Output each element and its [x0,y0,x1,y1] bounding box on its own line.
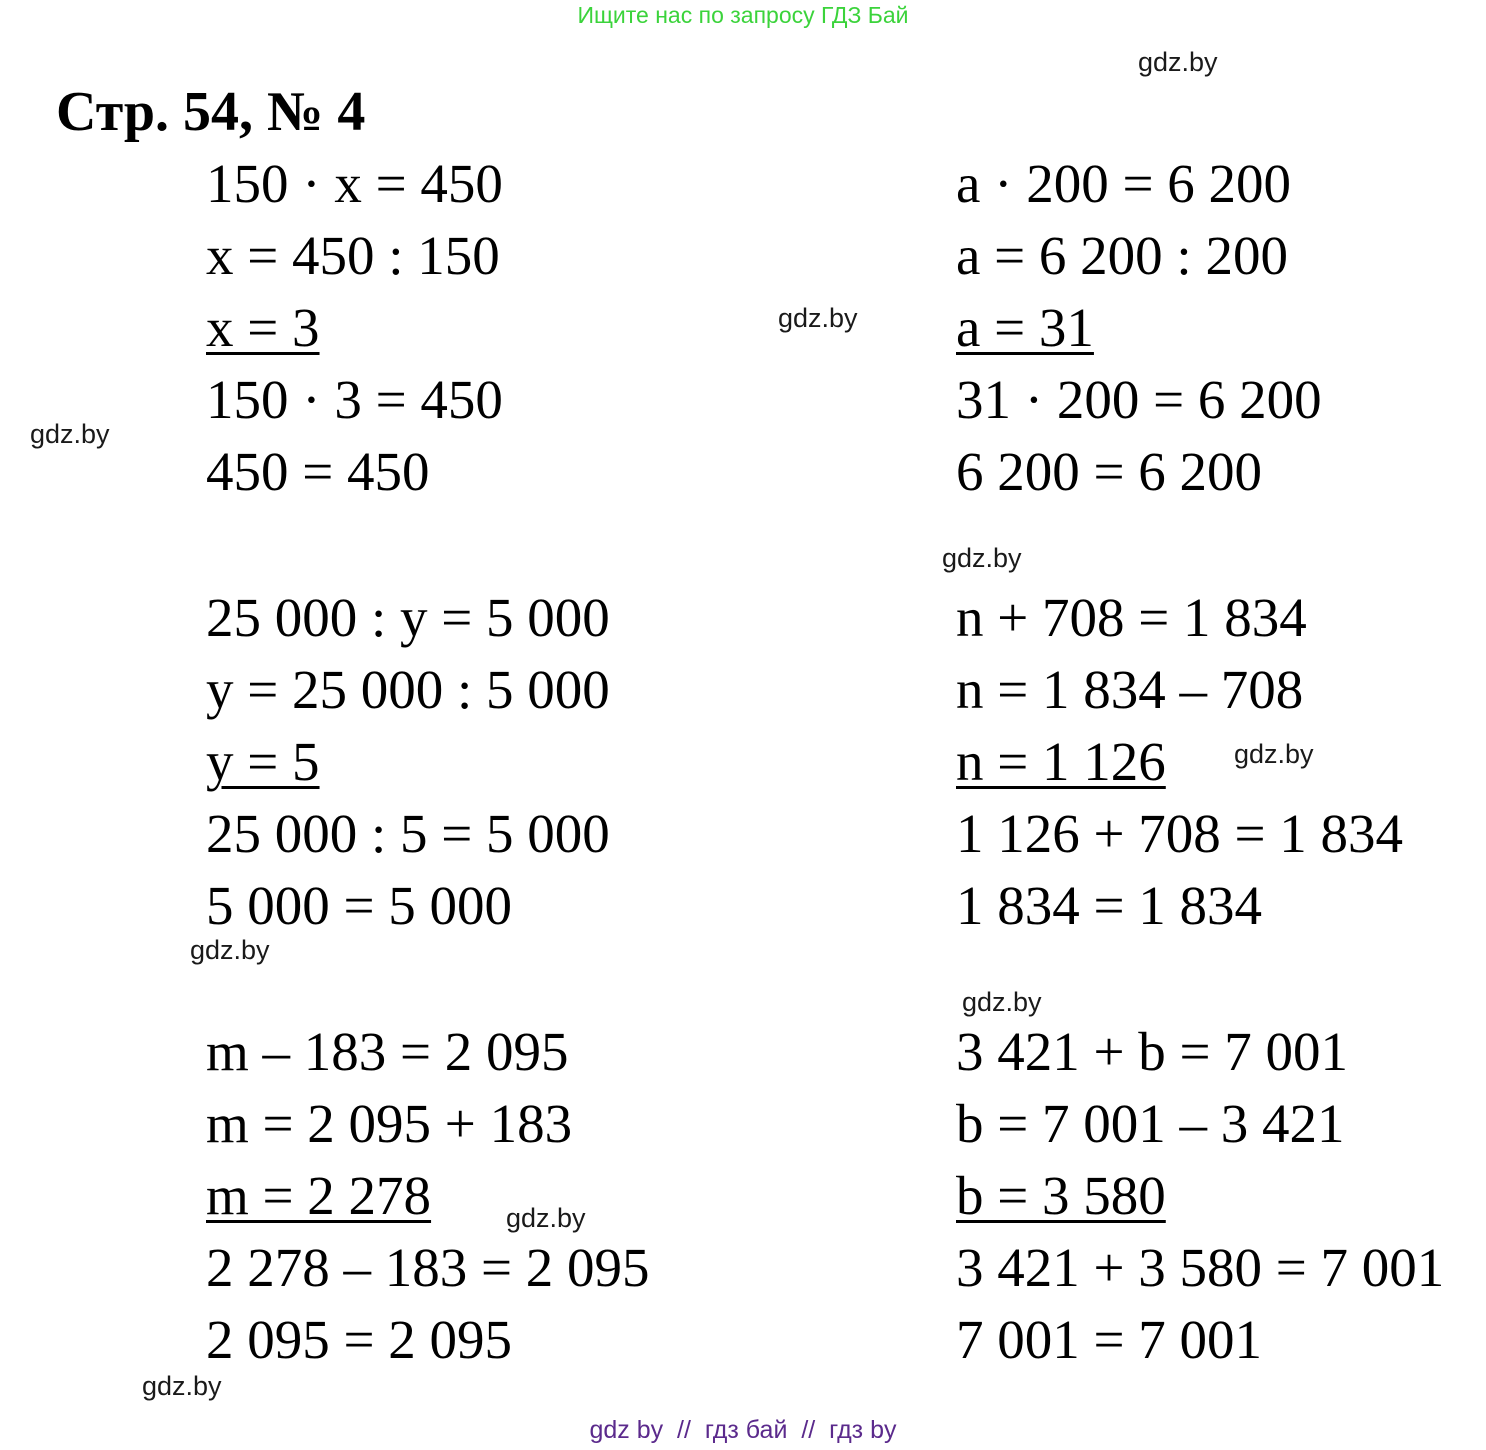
equation-answer: y = 5 [206,731,320,792]
equation-check: 2 278 – 183 = 2 095 [206,1237,650,1298]
watermark: gdz.by [1234,739,1314,769]
equation-check: 1 126 + 708 = 1 834 [956,803,1404,864]
watermark: gdz.by [142,1371,222,1401]
equation-line: 25 000 : y = 5 000 [206,587,610,648]
watermark: gdz.by [506,1203,586,1233]
equation-check: 150 · 3 = 450 [206,369,503,430]
equation-check: 6 200 = 6 200 [956,441,1263,502]
equation-check: 5 000 = 5 000 [206,875,513,936]
equation-check: 3 421 + 3 580 = 7 001 [956,1237,1445,1298]
watermark: gdz.by [30,419,110,449]
equation-check: 31 · 200 = 6 200 [956,369,1322,430]
equation-check: 450 = 450 [206,441,430,502]
equation-line: n = 1 834 – 708 [956,659,1304,720]
watermark: gdz.by [1138,47,1218,77]
watermark: gdz.by [190,935,270,965]
equation-check: 2 095 = 2 095 [206,1309,513,1370]
equation-line: n + 708 = 1 834 [956,587,1307,648]
equation-line: m – 183 = 2 095 [206,1021,569,1082]
equation-line: x = 450 : 150 [206,225,500,286]
equation-line: b = 7 001 – 3 421 [956,1093,1345,1154]
watermark: gdz.by [942,543,1022,573]
equation-line: y = 25 000 : 5 000 [206,659,610,720]
equation-check: 25 000 : 5 = 5 000 [206,803,610,864]
equation-answer: x = 3 [206,297,320,358]
equation-line: 3 421 + b = 7 001 [956,1021,1349,1082]
equation-line: m = 2 095 + 183 [206,1093,573,1154]
equation-check: 1 834 = 1 834 [956,875,1263,936]
footer-links[interactable]: gdz by // гдз бай // гдз by [589,1416,897,1444]
top-banner: Ищите нас по запросу ГДЗ Бай [577,2,909,28]
equation-answer: a = 31 [956,297,1094,358]
page-title: Стр. 54, № 4 [56,81,366,143]
watermark: gdz.by [962,987,1042,1017]
equation-answer: b = 3 580 [956,1165,1166,1226]
equation-answer: m = 2 278 [206,1165,432,1226]
watermark: gdz.by [778,303,858,333]
equation-answer: n = 1 126 [956,731,1166,792]
equation-line: a · 200 = 6 200 [956,153,1291,214]
equation-check: 7 001 = 7 001 [956,1309,1263,1370]
equation-line: a = 6 200 : 200 [956,225,1288,286]
equation-line: 150 · x = 450 [206,153,503,214]
